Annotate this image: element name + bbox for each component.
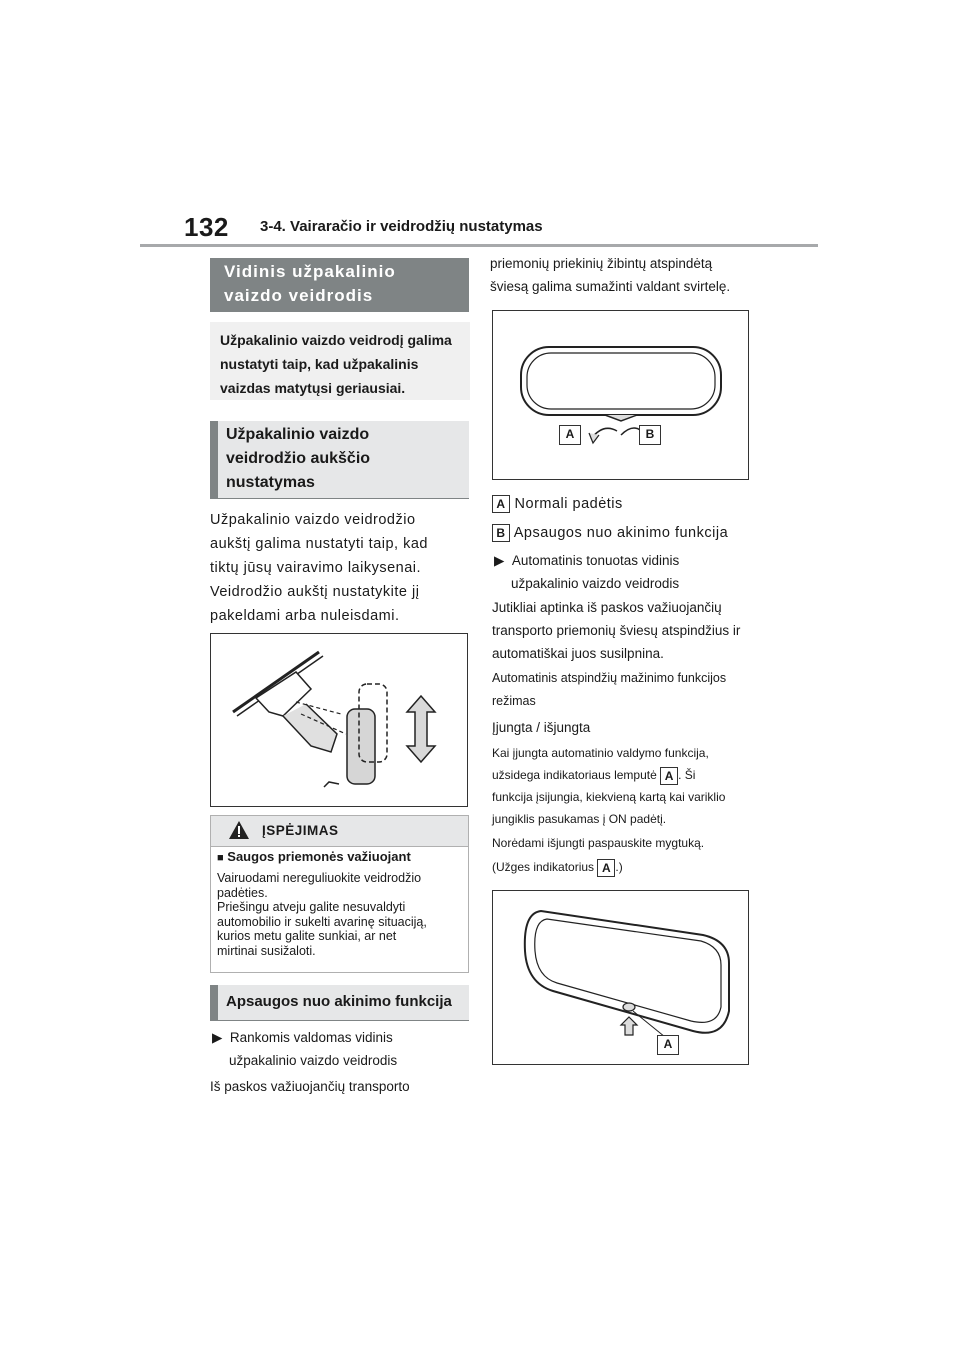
mode-title [492,667,792,713]
intro-line: Užpakalinio vaizdo veidrodį galima [220,332,452,348]
text-line: funkcija įsijungia, kiekvieną kartą kai variklio [492,790,726,804]
bullet-line: užpakalinio vaizdo veidrodis [511,576,680,591]
height-paragraph [210,508,470,580]
warning-line: padėties. [217,885,268,900]
warning-line: Priešingu atveju galite nesuvaldyti [217,900,406,914]
note-text: . Ši [678,768,696,782]
text-line [492,764,792,786]
bullet-text: Rankomis valdomas vidinis [229,1030,393,1045]
bullet-line [494,549,794,572]
label-b-box: B [492,524,510,542]
legend-text: Apsaugos nuo akinimo funkcija [513,525,729,541]
section-height-title [210,421,469,499]
text-line: Užpakalinio vaizdo veidrodžio [210,512,416,528]
label-a-box: A [559,425,581,445]
text-line: šviesą galima sumažinti valdant svirtelę. [490,279,731,294]
legend-b [492,521,792,545]
mirror-height-illustration [211,634,466,805]
text-line: jungiklis pasukamas į ON padėtį. [492,812,667,826]
warning-line: automobilio ir sukelti avarinę situaciją, [217,914,427,929]
mode-value: Įjungta / išjungta [492,720,591,735]
text-line: tiktų jūsų vairavimo laikysenai. [210,560,422,576]
intro-line: vaizdas matytųsi geriausiai. [220,380,406,396]
warning-triangle-icon [228,820,250,840]
mirror-lever-illustration [493,311,747,478]
bullet-line [212,1026,472,1049]
text-line: Kai įjungta automatinio valdymo funkcija, [492,746,709,760]
intro-box [210,322,470,400]
height-paragraph-2 [210,580,470,628]
warning-subtitle-text: Saugos priemonės važiuojant [227,849,411,864]
figure-mirror-height [210,633,468,807]
section-title-line: nustatymas [226,474,315,491]
main-title-line: Vidinis užpakalinio [224,262,396,281]
label-a-box: A [492,495,510,513]
triangle-bullet-icon: ▶ [494,553,505,568]
text-line: aukštį galima nustatyti taip, kad [210,536,428,552]
intro-line: nustatyti taip, kad užpakalinis [220,356,419,372]
auto-text [492,596,792,665]
text-line: režimas [492,694,536,708]
legend-text: Normali padėtis [514,496,623,512]
chapter-title: 3-4. Vairaračio ir veidrodžių nustatymas [260,218,543,235]
text-line: Automatinis atspindžių mažinimo funkcijos [492,671,727,685]
text-line: pakeldami arba nuleisdami. [210,608,400,624]
section-antiglare-title: Apsaugos nuo akinimo funkcija [210,985,469,1021]
square-bullet-icon: ■ [217,852,224,864]
figure-mirror-lever [492,310,749,480]
legend-a [492,492,792,516]
text-line: Veidrodžio aukštį nustatykite jį [210,584,420,600]
warning-title: ĮSPĖJIMAS [262,823,339,838]
note-text: .) [615,860,623,874]
section-title-line: veidrodžio aukščio [226,450,371,467]
auto-mirror-illustration [493,891,747,1063]
label-b-box: B [639,425,661,445]
warning-line: Vairuodami nereguliuokite veidrodžio [217,871,422,885]
off-note: Norėdami išjungti paspauskite mygtuką. [492,836,705,850]
text-line: priemonių priekinių žibintų atspindėtą [490,256,713,271]
label-a-box: A [597,859,615,877]
manual-text: Iš paskos važiuojančių transporto [210,1079,410,1094]
text-line: Jutikliai aptinka iš paskos važiuojančių [492,600,722,615]
warning-body [217,871,462,958]
label-a-box: A [660,767,678,785]
triangle-bullet-icon: ▶ [212,1030,223,1045]
label-a-box: A [657,1035,679,1055]
bullet-auto [494,549,794,595]
bullet-line: užpakalinio vaizdo veidrodis [229,1053,398,1068]
main-title-line: vaizdo veidrodis [224,286,374,305]
text-line: automatiškai juos susilpnina. [492,646,664,661]
main-title [210,258,469,312]
note-text: (Užges indikatorius [492,860,595,874]
note-text: užsidega indikatoriaus lemputė [492,768,657,782]
auto-note [492,742,792,830]
page-number: 132 [184,212,229,242]
warning-line: kurios metu galite sunkiai, ar net [217,929,397,943]
continued-text [490,252,790,298]
header-rule [140,244,818,247]
warning-subtitle [217,849,411,864]
bullet-manual [212,1026,472,1072]
bullet-text: Automatinis tonuotas vidinis [511,553,680,568]
section-title-line: Užpakalinio vaizdo [226,426,370,443]
text-line: transporto priemonių šviesų atspindžius ir [492,623,741,638]
warning-line: mirtinai susižaloti. [217,943,316,958]
figure-auto-mirror [492,890,749,1065]
off-hint [492,856,792,878]
